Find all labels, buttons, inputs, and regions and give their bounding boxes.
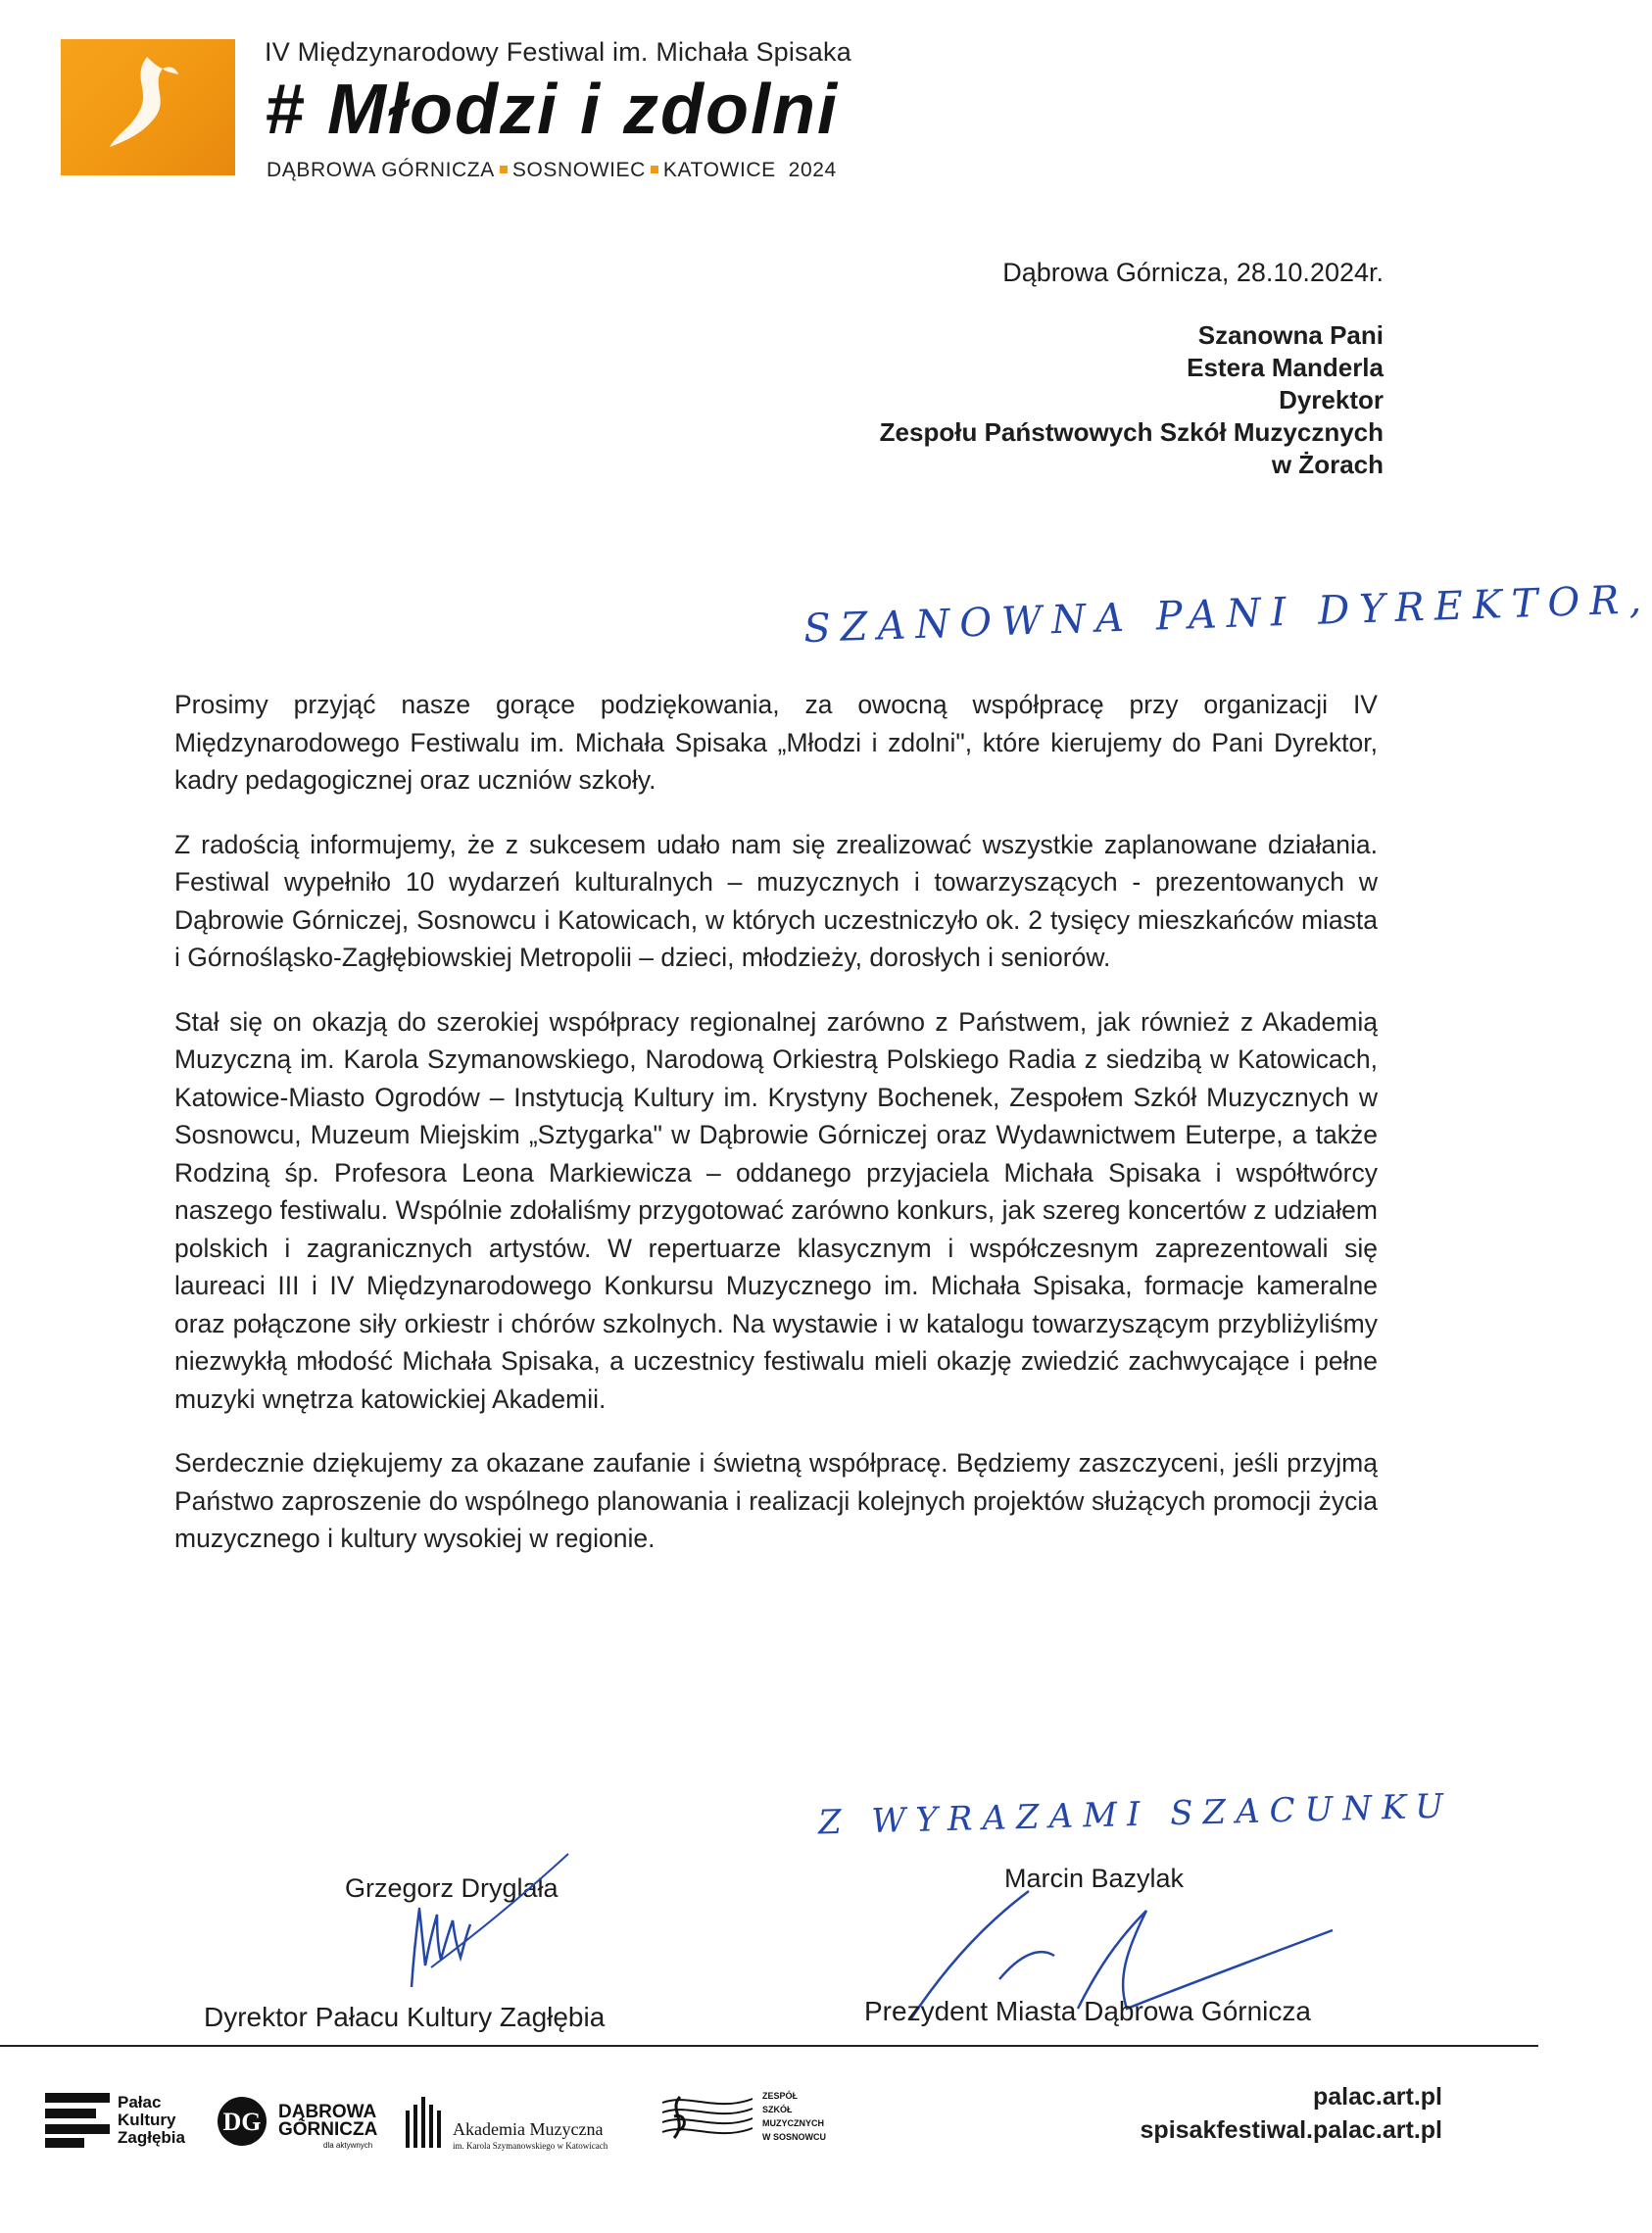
paragraph-1: Prosimy przyjąć nasze gorące podziękowania, za owocną współpracę przy organizacji IV Międzynarodowego Festiwalu im. Michała Spisaka „Młodzi i zdolni", które kierujemy do Pani Dyrektor, kadry pedagogicznej oraz uczniów szkoły. bbox=[174, 690, 1378, 795]
recipient-name: Estera Manderla bbox=[1187, 353, 1384, 382]
dg-line-1: DĄBROWA bbox=[278, 2102, 377, 2122]
palac-line-3: Zagłębia bbox=[118, 2128, 185, 2147]
festival-logo bbox=[61, 39, 235, 175]
recipient-position: Dyrektor bbox=[1279, 385, 1384, 414]
zssm-line-2: SZKÓŁ bbox=[762, 2105, 793, 2114]
city-katowice: KATOWICE bbox=[662, 159, 776, 181]
zssm-line-4: W SOSNOWCU bbox=[762, 2132, 826, 2142]
akademia-logo-icon bbox=[406, 2097, 445, 2148]
city-dabrowa: DĄBROWA GÓRNICZA bbox=[267, 159, 495, 181]
signer-left-title: Dyrektor Pałacu Kultury Zagłębia bbox=[204, 2002, 606, 2032]
signer-right-title: Prezydent Miasta Dąbrowa Górnicza bbox=[864, 1996, 1311, 2026]
festival-year: 2024 bbox=[788, 159, 837, 181]
separator-square-icon bbox=[500, 166, 508, 173]
zssm-text bbox=[762, 2089, 826, 2144]
festival-title: # Młodzi i zdolni bbox=[265, 71, 839, 149]
akademia-subtext: im. Karola Szymanowskiego w Katowicach bbox=[453, 2141, 608, 2151]
dabrowa-tagline: dla aktywnych bbox=[323, 2141, 373, 2150]
recipient-place: w Żorach bbox=[1271, 450, 1384, 479]
dg-line-2: GÓRNICZA bbox=[278, 2119, 378, 2140]
signer-left-name: Grzegorz Dryglała bbox=[345, 1873, 559, 1903]
svg-text:DG: DG bbox=[222, 2108, 262, 2136]
separator-square-icon bbox=[651, 166, 658, 173]
palac-kultury-logo-icon bbox=[45, 2093, 110, 2148]
palac-line-2: Kultury bbox=[118, 2111, 176, 2129]
letter-body bbox=[174, 686, 1378, 1584]
signer-right-name: Marcin Bazylak bbox=[1004, 1864, 1185, 1893]
festival-subtitle: IV Międzynarodowy Festiwal im. Michała Spisaka bbox=[265, 37, 851, 67]
recipient-block bbox=[880, 319, 1384, 481]
footer-divider bbox=[0, 2045, 1538, 2047]
letter-date: Dąbrowa Górnicza, 28.10.2024r. bbox=[1002, 258, 1384, 287]
paragraph-4: Serdecznie dziękujemy za okazane zaufanie i świetną współpracę. Będziemy zaszczyceni, jeśli przyjmą Państwo zaproszenie do wspólnego planowania i realizacji kolejnych projektów służących promocji życia muzycznego i kultury wysokiej w regionie. bbox=[174, 1448, 1378, 1553]
festival-cities bbox=[267, 159, 837, 182]
zssm-logo-icon bbox=[658, 2089, 756, 2146]
palac-kultury-text bbox=[118, 2094, 185, 2147]
zssm-line-1: ZESPÓŁ bbox=[762, 2091, 799, 2101]
handwritten-salutation: SZANOWNA PANI DYREKTOR, bbox=[802, 576, 1652, 653]
paragraph-3: Stał się on okazją do szerokiej współpracy regionalnej zarówno z Państwem, jak również z Akademią Muzyczną im. Karola Szymanowskiego, Narodową Orkiestrą Polskiego Radia z siedzibą w Katowicach, Katowice-Miasto Ogrodów – Instytucją Kultury im. Krystyny Bochenek, Zespołem Szkół Muzycznych w Sosnowcu, Muzeum Miejskim „Sztygarka" w Dąbrowie Górniczej oraz Wydawnictwem Euterpe, a także Rodziną śp. Profesora Leona Markiewicza – oddanego przyjaciela Michała Spisaka i współtwórcy naszego festiwalu. Wspólnie zdołaliśmy przygotować zarówno konkurs, jak szereg koncertów z udziałem polskich i zagranicznych artystów. W repertuarze klasycznym i współczesnym zaprezentowali się laureaci III i IV Międzynarodowego Konkursu Muzycznego im. Michała Spisaka, formacje kameralne oraz połączone siły orkiestr i chórów szkolnych. Na wystawie i w katalogu towarzyszącym przybliżyliśmy niezwykłą młodość Michała Spisaka, a uczestnicy festiwalu mieli okazję zwiedzić zachwycające i pełne muzyki wnętrza katowickiej Akademii. bbox=[174, 1006, 1378, 1414]
signature-left-icon bbox=[363, 1850, 598, 2016]
website-link-palac[interactable]: palac.art.pl bbox=[1313, 2083, 1442, 2111]
recipient-salutation: Szanowna Pani bbox=[1197, 320, 1384, 350]
akademia-text: Akademia Muzyczna bbox=[453, 2119, 604, 2139]
handwritten-closing: Z WYRAZAMI SZACUNKU bbox=[817, 1786, 1454, 1843]
website-link-spisakfestiwal[interactable]: spisakfestiwal.palac.art.pl bbox=[1140, 2116, 1442, 2144]
paragraph-2: Z radością informujemy, że z sukcesem udało nam się zrealizować wszystkie zaplanowane działania. Festiwal wypełniło 10 wydarzeń kulturalnych – muzycznych i towarzyszących - prezentowanych w Dąbrowie Górniczej, Sosnowcu i Katowicach, w których uczestniczyło ok. 2 tysięcy mieszkańców miasta i Górnośląsko-Zagłębiowskiej Metropolii – dzieci, młodzieży, dorosłych i seniorów. bbox=[174, 829, 1378, 972]
bird-logo-icon bbox=[61, 39, 235, 175]
palac-line-1: Pałac bbox=[118, 2093, 162, 2112]
city-sosnowiec: SOSNOWIEC bbox=[511, 159, 646, 181]
recipient-institution: Zespołu Państwowych Szkół Muzycznych bbox=[879, 417, 1384, 447]
dabrowa-gornicza-text bbox=[278, 2104, 377, 2139]
zssm-line-3: MUZYCZNYCH bbox=[762, 2118, 824, 2128]
dabrowa-gornicza-logo-icon bbox=[216, 2095, 268, 2148]
